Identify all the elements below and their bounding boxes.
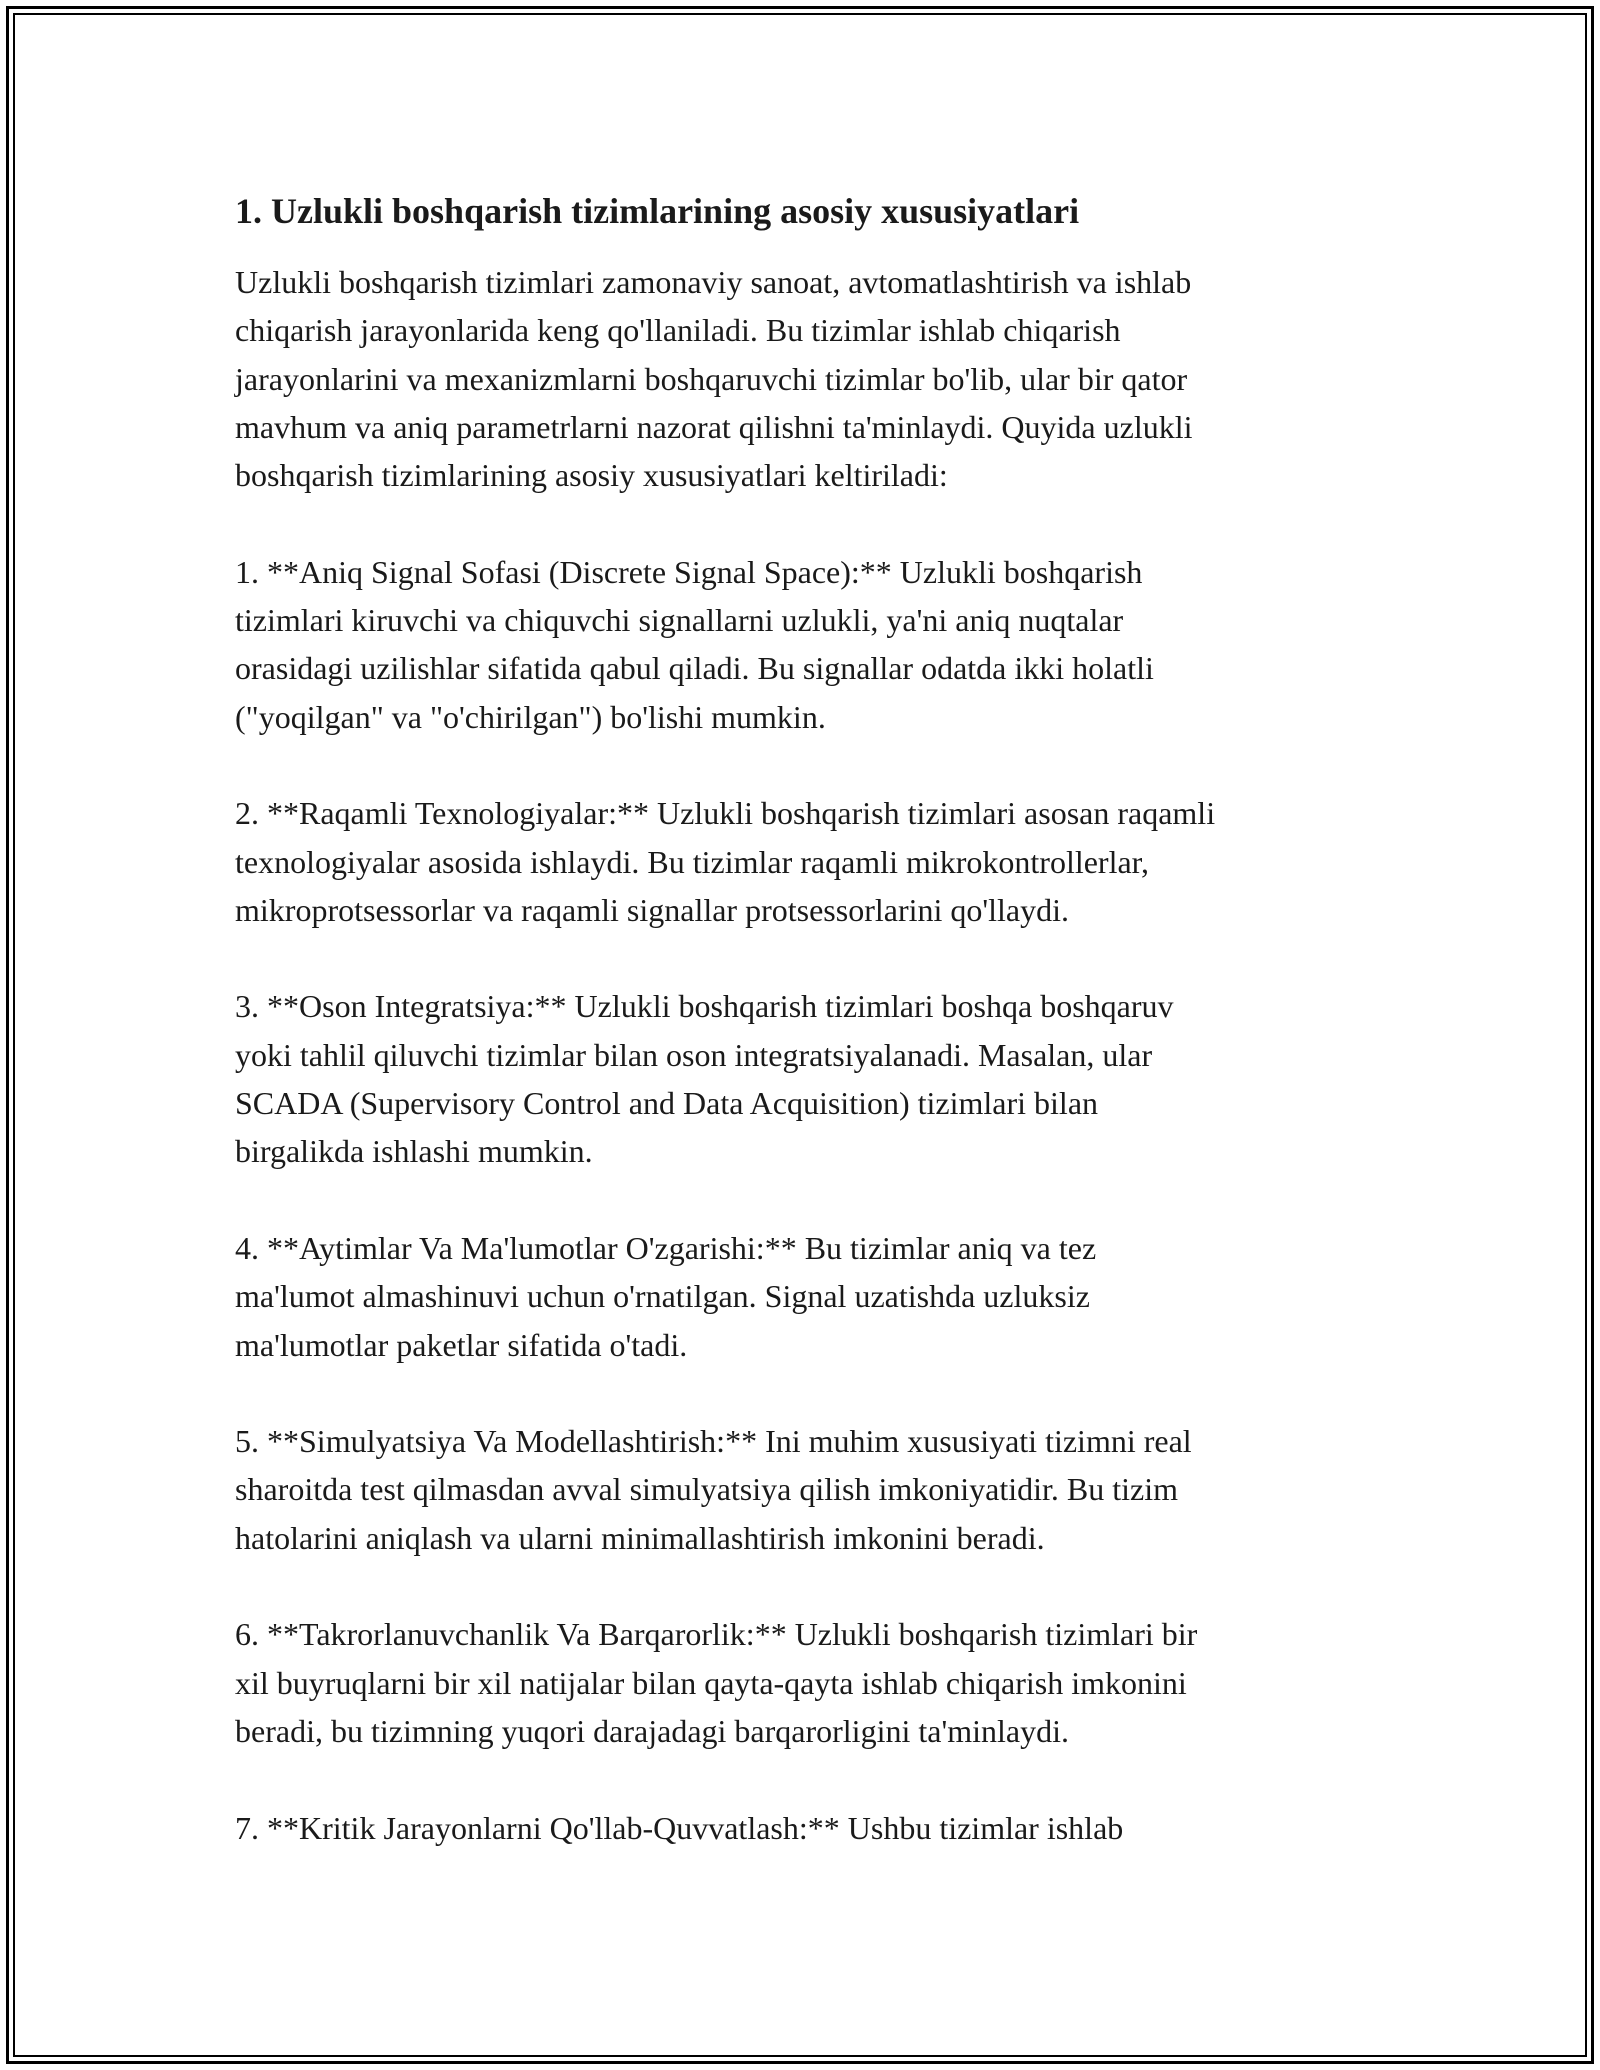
text-line: 1. **Aniq Signal Sofasi (Discrete Signal Space):** Uzlukli boshqarish — [235, 553, 1143, 590]
text-line: Uzlukli boshqarish tizimlari zamonaviy sanoat, avtomatlashtirish va ishlab — [235, 264, 1192, 300]
text-line: sharoitda test qilmasdan avval simulyatsiya qilish imkoniyatidir. Bu tizim — [235, 1471, 1178, 1508]
list-item-6 — [235, 1610, 1385, 1755]
text-line: hatolarini aniqlash va ularni minimallashtirish imkonini beradi. — [235, 1519, 1045, 1556]
text-line: yoki tahlil qiluvchi tizimlar bilan oson integratsiyalanadi. Masalan, ular — [235, 1036, 1153, 1073]
text-line: orasidagi uzilishlar sifatida qabul qiladi. Bu signallar odatda ikki holatli — [235, 650, 1154, 687]
list-item-1 — [235, 548, 1385, 741]
text-line: 5. **Simulyatsiya Va Modellashtirish:** Ini muhim xususiyati tizimni real — [235, 1423, 1192, 1460]
text-line: ("yoqilgan" va "o'chirilgan") bo'lishi mumkin. — [235, 698, 826, 735]
text-line: 4. **Aytimlar Va Ma'lumotlar O'zgarishi:** Bu tizimlar aniq va tez — [235, 1229, 1097, 1266]
list-item-5 — [235, 1417, 1385, 1562]
text-line: 3. **Oson Integratsiya:** Uzlukli boshqarish tizimlari boshqa boshqaruv — [235, 988, 1174, 1025]
list-item-7 — [235, 1804, 1385, 1852]
list-item-2 — [235, 789, 1385, 934]
document-body — [235, 186, 1385, 1900]
list-item-3 — [235, 982, 1385, 1175]
list-item-4 — [235, 1224, 1385, 1369]
text-line: beradi, bu tizimning yuqori darajadagi barqarorligini ta'minlaydi. — [235, 1712, 1069, 1749]
text-line: tizimlari kiruvchi va chiquvchi signallarni uzlukli, ya'ni aniq nuqtalar — [235, 602, 1124, 639]
text-line: mikroprotsessorlar va raqamli signallar protsessorlarini qo'llaydi. — [235, 891, 1070, 928]
text-line: 6. **Takrorlanuvchanlik Va Barqarorlik:** Uzlukli boshqarish tizimlari bir — [235, 1616, 1198, 1653]
text-line: SCADA (Supervisory Control and Data Acquisition) tizimlari bilan — [235, 1085, 1099, 1122]
text-line: 2. **Raqamli Texnologiyalar:** Uzlukli boshqarish tizimlari asosan raqamli — [235, 795, 1216, 832]
section-heading: 1. Uzlukli boshqarish tizimlarining asosiy xususiyatlari — [235, 191, 1080, 231]
text-line: 7. **Kritik Jarayonlarni Qo'llab-Quvvatlash:** Ushbu tizimlar ishlab — [235, 1809, 1124, 1846]
text-line: jarayonlarini va mexanizmlarni boshqaruvchi tizimlar bo'lib, ular bir qator — [235, 360, 1188, 397]
text-line: chiqarish jarayonlarida keng qo'llaniladi. Bu tizimlar ishlab chiqarish — [235, 312, 1121, 349]
text-line: birgalikda ishlashi mumkin. — [235, 1133, 593, 1170]
text-line: ma'lumotlar paketlar sifatida o'tadi. — [235, 1326, 688, 1363]
text-line: xil buyruqlarni bir xil natijalar bilan qayta-qayta ishlab chiqarish imkonini — [235, 1664, 1187, 1701]
text-line: texnologiyalar asosida ishlaydi. Bu tizimlar raqamli mikrokontrollerlar, — [235, 843, 1150, 880]
text-line: mavhum va aniq parametrlarni nazorat qilishni ta'minlaydi. Quyida uzlukli — [235, 408, 1193, 445]
intro-paragraph — [235, 258, 1385, 499]
text-line: ma'lumot almashinuvi uchun o'rnatilgan. Signal uzatishda uzluksiz — [235, 1278, 1090, 1315]
text-line: boshqarish tizimlarining asosiy xususiyatlari keltiriladi: — [235, 457, 948, 494]
